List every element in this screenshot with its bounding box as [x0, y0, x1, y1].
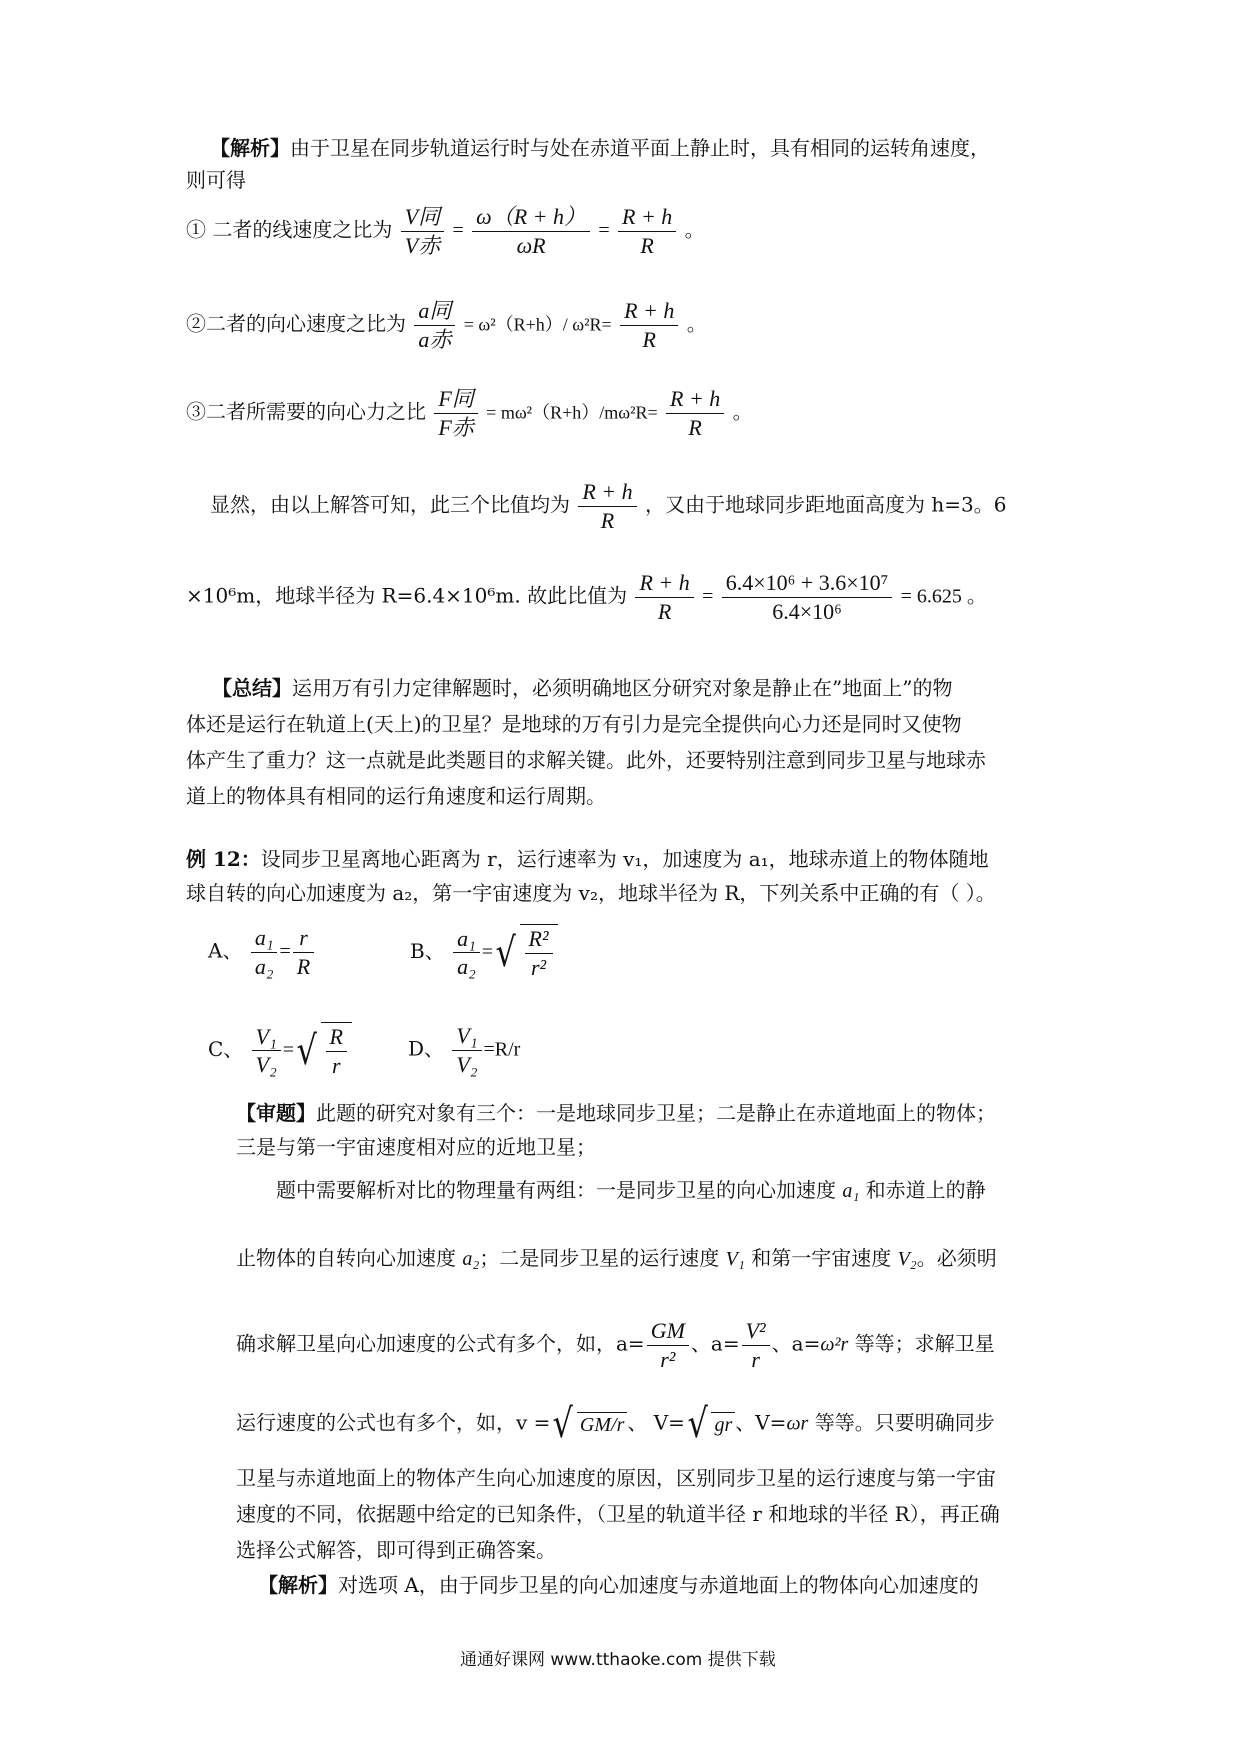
summary-line3: 体产生了重力？这一点就是此类题目的求解关键。此外，还要特别注意到同步卫星与地球赤: [186, 748, 986, 772]
fraction: $\frac{\text{V同}}{\text{V赤}}$: [401, 203, 444, 259]
sqrt-symbol: √: [495, 929, 516, 976]
equation-force-ratio: ③二者所需要的向心力之比 $\frac{\text{F同}}{\text{F赤}}$ = mω²（R+h）/mω²R= $\frac{R + h}{R}$ 。: [186, 386, 753, 440]
summary-line2: 体还是运行在轨道上(天上)的卫星？是地球的万有引力是完全提供向心力还是同时又使物: [186, 712, 962, 736]
review-line3: 题中需要解析对比的物理量有两组：一是同步卫星的向心加速度 a₁ 和赤道上的静: [276, 1178, 986, 1202]
option-d-label: D、: [408, 1036, 445, 1061]
sqrt-symbol: √: [687, 1401, 708, 1447]
review-line6: 运行速度的公式也有多个，如，v =√ GM/r 、 V=√ gr 、V=ωr 等等。只要明确同步: [236, 1401, 995, 1447]
analysis-text: 由于卫星在同步轨道运行时与处在赤道平面上静止时，具有相同的运转角速度，: [290, 136, 990, 160]
conclusion-line1: 显然，由以上解答可知，此三个比值均为 $\frac{R + h}{R}$ ，又由于地球同步距地面高度为 h=3。6: [210, 479, 1007, 533]
equation-prefix: ③二者所需要的向心力之比: [186, 399, 426, 424]
equation-prefix: ②二者的向心速度之比为: [186, 311, 406, 336]
analysis-tag: 【解析】: [210, 136, 290, 160]
review-line9: 选择公式解答，即可得到正确答案。: [236, 1538, 556, 1562]
review-line7: 卫星与赤道地面上的物体产生向心加速度的原因，区别同步卫星的运行速度与第一宇宙: [236, 1466, 996, 1490]
fraction: $\frac{\text{6.4×10⁶ + 3.6×10⁷}}{\text{6.4×10⁶}}$: [722, 569, 893, 625]
fraction: $\frac{R + h}{R}$: [635, 569, 693, 625]
fraction: $\frac{\omega(R + h)}{\omega R}$: [472, 203, 590, 259]
review-line8: 速度的不同，依据题中给定的已知条件，（卫星的轨道半径 r 和地球的半径 R），再正确: [236, 1502, 1000, 1526]
example-line2: 球自转的向心加速度为 a₂，第一宇宙速度为 v₂，地球半径为 R，下列关系中正确的有（ ）。: [186, 881, 996, 905]
conclusion-line2: ×10⁶m，地球半径为 R=6.4×10⁶m. 故此比值为 $\frac{R + h}{R}$ = $\frac{\text{6.4×10⁶ + 3.6×10⁷}}{\text{6.4×10⁶}}$ = 6.625 。: [186, 570, 987, 624]
review-line5: 确求解卫星向心加速度的公式有多个，如，a= $\frac{GM}{\text{r²}}$ 、a= $\frac{\text{V²}}{r}$ 、a=ω²r 等等；求解卫星: [236, 1318, 995, 1372]
summary-line4: 道上的物体具有相同的运行角速度和运行周期。: [186, 784, 606, 808]
summary-tag: 【总结】: [212, 676, 292, 700]
option-b: B、 $\frac{\text{a₁}}{\text{a₂}}$ =√ $\frac{\text{R²}}{\text{r²}}$: [410, 924, 558, 981]
review-line1: 【审题】此题的研究对象有三个：一是地球同步卫星；二是静止在赤道地面上的物体；: [236, 1101, 996, 1125]
option-c: C、 $\frac{\text{V₁}}{\text{V₂}}$ =√ $\frac{R}{r}$: [208, 1022, 352, 1079]
option-a-label: A、: [208, 938, 243, 963]
review-line4: 止物体的自转向心加速度 a₂；二是同步卫星的运行速度 V₁ 和第一宇宙速度 V₂。必须明: [236, 1246, 997, 1270]
review-tag: 【审题】: [236, 1101, 316, 1125]
fraction: $\frac{\text{F同}}{\text{F赤}}$: [434, 385, 477, 441]
example-line1: 例 12：设同步卫星离地心距离为 r，运行速率为 v₁，加速度为 a₁，地球赤道上的物体随地: [186, 847, 989, 871]
page-footer: 通通好课网 www.tthaoke.com 提供下载: [460, 1650, 776, 1670]
option-a: A、 $\frac{\text{a₁}}{\text{a₂}}$ = $\frac{r}{R}$: [208, 924, 316, 980]
fraction: $\frac{R + h}{R}$: [666, 385, 724, 441]
sqrt-symbol: √: [552, 1401, 574, 1447]
example-tag: 例 12：: [186, 847, 261, 871]
option-c-label: C、: [208, 1037, 244, 1061]
fraction: $\frac{R + h}{R}$: [618, 203, 676, 259]
review-line2: 三是与第一宇宙速度相对应的近地卫星；: [236, 1135, 596, 1159]
equation-acceleration-ratio: ②二者的向心速度之比为 $\frac{\text{a同}}{\text{a赤}}$ = ω²（R+h）/ ω²R= $\frac{R + h}{R}$ 。: [186, 298, 707, 352]
analysis-paragraph-line2: 则可得: [186, 168, 246, 192]
fraction: $\frac{\text{a同}}{\text{a赤}}$: [414, 297, 455, 353]
analysis-paragraph-line1: [210, 136, 990, 160]
sqrt-symbol: √: [296, 1027, 317, 1074]
analysis2-tag: 【解析】: [258, 1573, 338, 1597]
equation-velocity-ratio: ① 二者的线速度之比为 $\frac{\text{V同}}{\text{V赤}}$ = $\frac{\omega(R + h)}{\omega R}$ = $\frac{R + h}{R}$ 。: [186, 204, 705, 258]
equation-prefix: ① 二者的线速度之比为: [186, 217, 393, 242]
fraction: $\frac{R + h}{R}$: [578, 478, 636, 534]
option-d: D、 $\frac{\text{V₁}}{\text{V₂}}$ =R/r: [408, 1023, 521, 1077]
analysis2-line1: 【解析】对选项 A，由于同步卫星的向心加速度与赤道地面上的物体向心加速度的: [258, 1573, 979, 1597]
fraction: $\frac{R + h}{R}$: [620, 297, 678, 353]
option-b-label: B、: [410, 939, 445, 963]
summary-line1: 【总结】运用万有引力定律解题时，必须明确地区分研究对象是静止在”地面上”的物: [212, 676, 953, 700]
